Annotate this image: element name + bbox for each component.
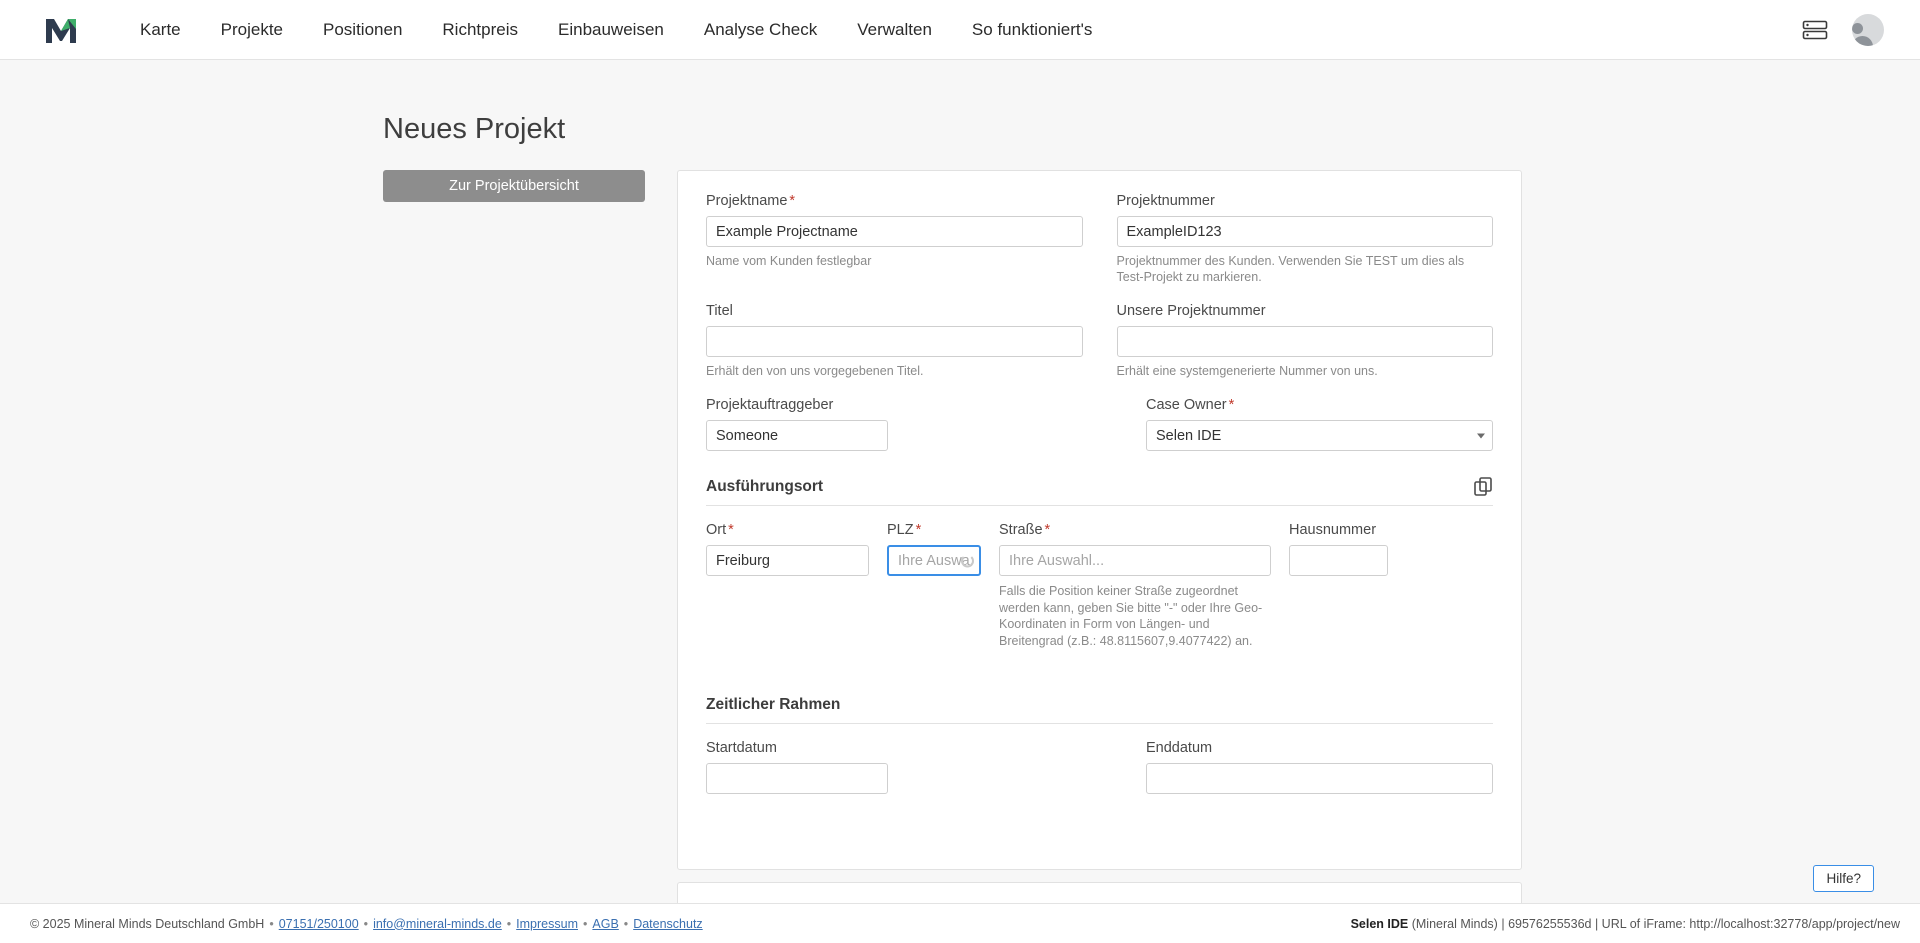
- nav-links: [120, 0, 1112, 60]
- footer-user-org: (Mineral Minds): [1411, 916, 1498, 931]
- nav-item-so-funktionierts[interactable]: So funktioniert's: [971, 19, 1093, 39]
- footer-copyright: © 2025 Mineral Minds Deutschland GmbH: [30, 916, 265, 931]
- mineral-minds-logo[interactable]: [44, 15, 78, 45]
- page-title: Neues Projekt: [383, 113, 566, 145]
- titel-help: Erhält den von uns vorgegebenen Titel.: [706, 364, 924, 378]
- field-strasse: [999, 522, 1271, 650]
- project-overview-button[interactable]: Zur Projektübersicht: [383, 170, 645, 202]
- label-strasse: Straße *: [999, 522, 1051, 538]
- projektname-help: Name vom Kunden festlegbar: [706, 254, 872, 268]
- nav-item-positionen[interactable]: Positionen: [323, 19, 403, 39]
- required-marker: *: [789, 193, 796, 209]
- startdatum-input[interactable]: [706, 763, 888, 794]
- section-title-zeitlicher-rahmen: Zeitlicher Rahmen: [706, 695, 841, 713]
- footer-user-name: Selen IDE: [1350, 916, 1409, 931]
- nav-item-karte[interactable]: Karte: [140, 19, 181, 39]
- label-projektname: Projektname *: [706, 193, 796, 209]
- field-startdatum: [706, 740, 888, 794]
- section-title-ausfuehrungsort: Ausführungsort: [706, 477, 824, 495]
- loading-spinner-icon: [961, 554, 974, 567]
- strasse-help-example: (z.B.: 48.8115607,9.4077422): [1067, 633, 1232, 648]
- label-ort: Ort *: [706, 522, 734, 538]
- field-projektnummer: [1117, 193, 1494, 285]
- section-ausfuehrungsort-header: [706, 477, 1493, 506]
- footer-email-link[interactable]: info@mineral-minds.de: [373, 916, 502, 931]
- form-row-location: [706, 522, 1493, 650]
- label-unsere-projektnummer: Unsere Projektnummer: [1116, 303, 1266, 319]
- footer-phone-link[interactable]: 07151/250100: [278, 916, 359, 931]
- label-enddatum: Enddatum: [1146, 739, 1213, 756]
- required-marker: *: [1044, 522, 1051, 538]
- field-projektauftraggeber: [706, 397, 888, 451]
- nav-right-actions: [1800, 14, 1884, 46]
- secondary-card-top-edge: [677, 882, 1522, 904]
- new-project-form-card: [677, 170, 1522, 870]
- hausnummer-input[interactable]: [1289, 545, 1388, 576]
- footer-right: [1351, 917, 1900, 931]
- required-marker: *: [915, 522, 922, 538]
- label-projektauftraggeber: Projektauftraggeber: [706, 397, 834, 413]
- copy-icon[interactable]: [1474, 477, 1493, 496]
- help-button[interactable]: Hilfe?: [1813, 865, 1874, 892]
- ort-input[interactable]: [706, 545, 869, 576]
- field-titel: [706, 303, 1083, 379]
- top-navbar: [0, 0, 1920, 60]
- strasse-help-part1: Falls die Position keiner Straße zugeordnet werden kann, geben Sie bitte "-" oder Ihre Geo-Koordinaten in Form von Längen- und Breitengrad: [999, 584, 1263, 648]
- footer-impressum-link[interactable]: Impressum: [516, 916, 578, 931]
- field-case-owner: [1146, 397, 1493, 451]
- section-zeitlicher-rahmen-header: [706, 696, 1493, 724]
- unsere-projektnummer-input[interactable]: [1117, 326, 1494, 357]
- user-avatar-icon[interactable]: [1852, 14, 1884, 46]
- projektnummer-help: Projektnummer des Kunden. Verwenden Sie TEST um dies als Test-Projekt zu markieren.: [1116, 254, 1465, 284]
- server-icon[interactable]: [1800, 17, 1830, 43]
- label-plz: PLZ *: [887, 522, 922, 538]
- label-hausnummer: Hausnummer: [1289, 522, 1377, 538]
- strasse-input[interactable]: [999, 545, 1271, 576]
- footer-left: © 2025 Mineral Minds Deutschland GmbH • 07151/250100 • info@mineral-minds.de • Impressum • AGB • Datenschutz: [30, 916, 703, 931]
- projektauftraggeber-input[interactable]: [706, 420, 888, 451]
- nav-item-analyse-check[interactable]: Analyse Check: [703, 19, 818, 39]
- form-row-titles: [706, 303, 1493, 379]
- label-case-owner: Case Owner *: [1146, 397, 1235, 413]
- field-ort: [706, 522, 869, 650]
- field-hausnummer: [1289, 522, 1388, 650]
- unsere-projektnummer-help: Erhält eine systemgenerierte Nummer von uns.: [1116, 364, 1378, 378]
- form-row-dates: [706, 740, 1493, 794]
- nav-item-einbauweisen[interactable]: Einbauweisen: [558, 19, 664, 39]
- label-startdatum: Startdatum: [706, 739, 777, 756]
- required-marker: *: [728, 522, 734, 538]
- field-unsere-projektnummer: [1117, 303, 1494, 379]
- projektnummer-input[interactable]: [1117, 216, 1494, 247]
- field-projektname: [706, 193, 1083, 285]
- nav-item-verwalten[interactable]: Verwalten: [857, 19, 932, 39]
- strasse-help-part2: an.: [1231, 633, 1253, 648]
- page-footer: [0, 903, 1920, 943]
- nav-item-projekte[interactable]: Projekte: [220, 19, 284, 39]
- label-projektnummer: Projektnummer: [1116, 193, 1215, 209]
- form-row-names: [706, 193, 1493, 285]
- field-enddatum: [1146, 740, 1493, 794]
- required-marker: *: [1228, 397, 1235, 413]
- footer-session-info: | 69576255536d | URL of iFrame: http://localhost:32778/app/project/new: [1501, 916, 1900, 931]
- footer-datenschutz-link[interactable]: Datenschutz: [633, 916, 703, 931]
- nav-item-richtpreis[interactable]: Richtpreis: [442, 19, 518, 39]
- footer-agb-link[interactable]: AGB: [592, 916, 619, 931]
- label-titel: Titel: [706, 303, 733, 319]
- enddatum-input[interactable]: [1146, 763, 1493, 794]
- form-row-owner: [706, 397, 1493, 451]
- titel-input[interactable]: [706, 326, 1083, 357]
- projektname-input[interactable]: [706, 216, 1083, 247]
- case-owner-select[interactable]: [1146, 420, 1493, 451]
- strasse-help: [999, 583, 1271, 650]
- field-plz: [887, 522, 981, 650]
